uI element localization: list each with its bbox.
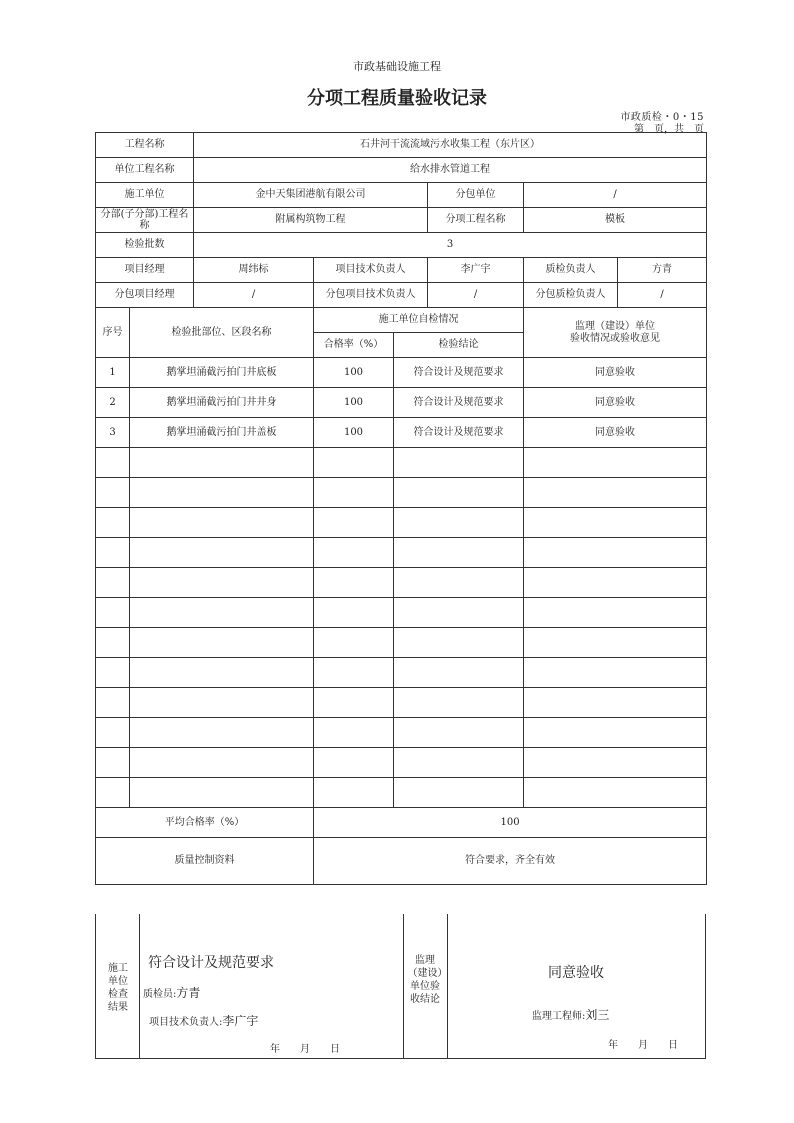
- col-no-header: 序号: [96, 308, 130, 358]
- sub-qc: /: [618, 283, 707, 308]
- row-location: [130, 568, 314, 598]
- sub-pm-label: 分包项目经理: [96, 283, 194, 308]
- supervisor-result-label: 监理（建设）单位验收结论: [407, 955, 443, 1005]
- qc-data-label: 质量控制资料: [96, 838, 314, 885]
- row-conclusion: 符合设计及规范要求: [394, 418, 524, 448]
- qc-inspector-block: [143, 984, 200, 1001]
- acceptance-table: [95, 132, 707, 885]
- row-conclusion: 符合设计及规范要求: [394, 388, 524, 418]
- row-contractor: [96, 183, 707, 208]
- row-opinion: [524, 688, 707, 718]
- table-header-row-1: [96, 308, 707, 333]
- qc-inspector-name: 方青: [176, 986, 201, 1000]
- row-conclusion: [394, 508, 524, 538]
- row-location: [130, 658, 314, 688]
- row-avg-rate: [96, 808, 707, 838]
- contractor-conclusion: 符合设计及规范要求: [148, 955, 274, 971]
- row-conclusion: [394, 538, 524, 568]
- row-no: [96, 748, 130, 778]
- row-location: [130, 508, 314, 538]
- page-title: 分项工程质量验收记录: [307, 88, 487, 109]
- supervisor-engineer-block: [532, 1006, 609, 1023]
- row-rate: [314, 688, 394, 718]
- table-row: [96, 358, 707, 388]
- subcontractor: /: [524, 183, 707, 208]
- row-rate: [314, 508, 394, 538]
- unit-project-label: 单位工程名称: [96, 158, 194, 183]
- row-unit-project: [96, 158, 707, 183]
- row-conclusion: [394, 598, 524, 628]
- table-row: [96, 658, 707, 688]
- row-no: [96, 628, 130, 658]
- row-rate: [314, 538, 394, 568]
- row-no: [96, 478, 130, 508]
- row-conclusion: [394, 448, 524, 478]
- table-row: [96, 598, 707, 628]
- col-rate-header: 合格率（%）: [314, 333, 394, 358]
- row-rate: 100: [314, 388, 394, 418]
- row-opinion: [524, 748, 707, 778]
- col-supervisor-header-line1: 监理（建设）单位: [575, 320, 656, 332]
- row-opinion: [524, 508, 707, 538]
- row-opinion: [524, 658, 707, 688]
- row-opinion: [524, 778, 707, 808]
- division: 附属构筑物工程: [194, 208, 428, 233]
- contractor-result-label: 施工单位检查结果: [108, 963, 128, 1013]
- row-opinion: 同意验收: [524, 418, 707, 448]
- row-no: [96, 718, 130, 748]
- table-row: [96, 568, 707, 598]
- row-location: [130, 478, 314, 508]
- row-conclusion: [394, 778, 524, 808]
- project-name-label: 工程名称: [96, 133, 194, 158]
- divider: [139, 914, 140, 1058]
- row-opinion: [524, 628, 707, 658]
- row-location: [130, 448, 314, 478]
- row-conclusion: [394, 628, 524, 658]
- batch-count: 3: [194, 233, 707, 258]
- date-right: 年 月 日: [608, 1040, 678, 1051]
- row-location: 鹅掌坦涌截污拍门井井身: [130, 388, 314, 418]
- supervisor-engineer-label: 监理工程师:: [532, 1011, 586, 1022]
- contractor: 金中天集团港航有限公司: [194, 183, 428, 208]
- row-qc-data: [96, 838, 707, 885]
- row-conclusion: [394, 658, 524, 688]
- row-sub-managers: [96, 283, 707, 308]
- table-row: [96, 718, 707, 748]
- tech-lead-sign-label: 项目技术负责人:: [149, 1017, 223, 1028]
- item-name: 模板: [524, 208, 707, 233]
- item-name-label: 分项工程名称: [428, 208, 524, 233]
- table-row: [96, 688, 707, 718]
- table-row: [96, 448, 707, 478]
- row-no: [96, 508, 130, 538]
- row-rate: [314, 478, 394, 508]
- sub-tech: /: [428, 283, 524, 308]
- divider: [403, 914, 404, 1058]
- pm: 周纬标: [194, 258, 314, 283]
- row-rate: [314, 718, 394, 748]
- row-conclusion: 符合设计及规范要求: [394, 358, 524, 388]
- row-location: 鹅掌坦涌截污拍门井底板: [130, 358, 314, 388]
- row-batch-count: [96, 233, 707, 258]
- row-opinion: [524, 568, 707, 598]
- col-location-header: 检验批部位、区段名称: [130, 308, 314, 358]
- row-opinion: [524, 448, 707, 478]
- row-rate: 100: [314, 358, 394, 388]
- row-no: 1: [96, 358, 130, 388]
- divider: [447, 914, 448, 1058]
- date-left: 年 月 日: [270, 1044, 340, 1055]
- row-location: 鹅掌坦涌截污拍门井盖板: [130, 418, 314, 448]
- row-location: [130, 538, 314, 568]
- row-rate: [314, 568, 394, 598]
- table-row: [96, 778, 707, 808]
- row-conclusion: [394, 718, 524, 748]
- row-rate: [314, 748, 394, 778]
- page-info: 第 页，共 页: [634, 124, 704, 135]
- table-row: [96, 538, 707, 568]
- row-opinion: 同意验收: [524, 358, 707, 388]
- avg-rate: 100: [314, 808, 707, 838]
- row-opinion: [524, 478, 707, 508]
- row-managers: [96, 258, 707, 283]
- signature-section: [95, 914, 706, 1059]
- unit-project: 给水排水管道工程: [194, 158, 707, 183]
- table-row: [96, 388, 707, 418]
- table-row: [96, 418, 707, 448]
- tech-lead-block: [149, 1012, 258, 1029]
- row-rate: 100: [314, 418, 394, 448]
- data-rows: [96, 358, 707, 808]
- qc-lead-label: 质检负责人: [524, 258, 618, 283]
- row-division: [96, 208, 707, 233]
- row-no: [96, 658, 130, 688]
- sub-tech-label: 分包项目技术负责人: [314, 283, 428, 308]
- row-location: [130, 598, 314, 628]
- division-label: 分部(子分部)工程名称: [96, 208, 194, 233]
- row-rate: [314, 628, 394, 658]
- row-opinion: 同意验收: [524, 388, 707, 418]
- supervisor-conclusion: 同意验收: [548, 965, 604, 981]
- row-conclusion: [394, 568, 524, 598]
- pm-label: 项目经理: [96, 258, 194, 283]
- qc-inspector-label: 质检员:: [143, 989, 177, 1000]
- row-rate: [314, 448, 394, 478]
- project-name: 石井河干流流域污水收集工程（东片区）: [194, 133, 707, 158]
- row-location: [130, 778, 314, 808]
- supervisor-engineer-name: 刘三: [585, 1008, 610, 1022]
- qc-lead: 方青: [618, 258, 707, 283]
- tech-lead: 李广宇: [428, 258, 524, 283]
- table-row: [96, 628, 707, 658]
- table-row: [96, 508, 707, 538]
- row-rate: [314, 778, 394, 808]
- avg-rate-label: 平均合格率（%）: [96, 808, 314, 838]
- row-conclusion: [394, 478, 524, 508]
- row-no: [96, 598, 130, 628]
- tech-lead-label: 项目技术负责人: [314, 258, 428, 283]
- row-opinion: [524, 718, 707, 748]
- row-no: [96, 448, 130, 478]
- row-opinion: [524, 598, 707, 628]
- row-no: 3: [96, 418, 130, 448]
- contractor-label: 施工单位: [96, 183, 194, 208]
- row-no: [96, 538, 130, 568]
- row-no: [96, 568, 130, 598]
- row-no: 2: [96, 388, 130, 418]
- row-location: [130, 688, 314, 718]
- col-supervisor-header: [524, 308, 707, 358]
- row-conclusion: [394, 748, 524, 778]
- qc-data: 符合要求，齐全有效: [314, 838, 707, 885]
- row-conclusion: [394, 688, 524, 718]
- row-no: [96, 778, 130, 808]
- row-location: [130, 748, 314, 778]
- row-opinion: [524, 538, 707, 568]
- row-project-name: [96, 133, 707, 158]
- tech-lead-sign-name: 李广宇: [222, 1014, 259, 1028]
- sub-pm: /: [194, 283, 314, 308]
- row-rate: [314, 658, 394, 688]
- row-location: [130, 628, 314, 658]
- header-top-label: 市政基础设施工程: [353, 60, 441, 73]
- form-code: 市政质检・0・15: [620, 112, 704, 123]
- table-row: [96, 478, 707, 508]
- table-row: [96, 748, 707, 778]
- subcontractor-label: 分包单位: [428, 183, 524, 208]
- row-rate: [314, 598, 394, 628]
- batch-count-label: 检验批数: [96, 233, 194, 258]
- col-selfcheck-header: 施工单位自检情况: [314, 308, 524, 333]
- col-supervisor-header-line2: 验收情况或验收意见: [570, 332, 661, 344]
- row-location: [130, 718, 314, 748]
- row-no: [96, 688, 130, 718]
- col-conclusion-header: 检验结论: [394, 333, 524, 358]
- sub-qc-label: 分包质检负责人: [524, 283, 618, 308]
